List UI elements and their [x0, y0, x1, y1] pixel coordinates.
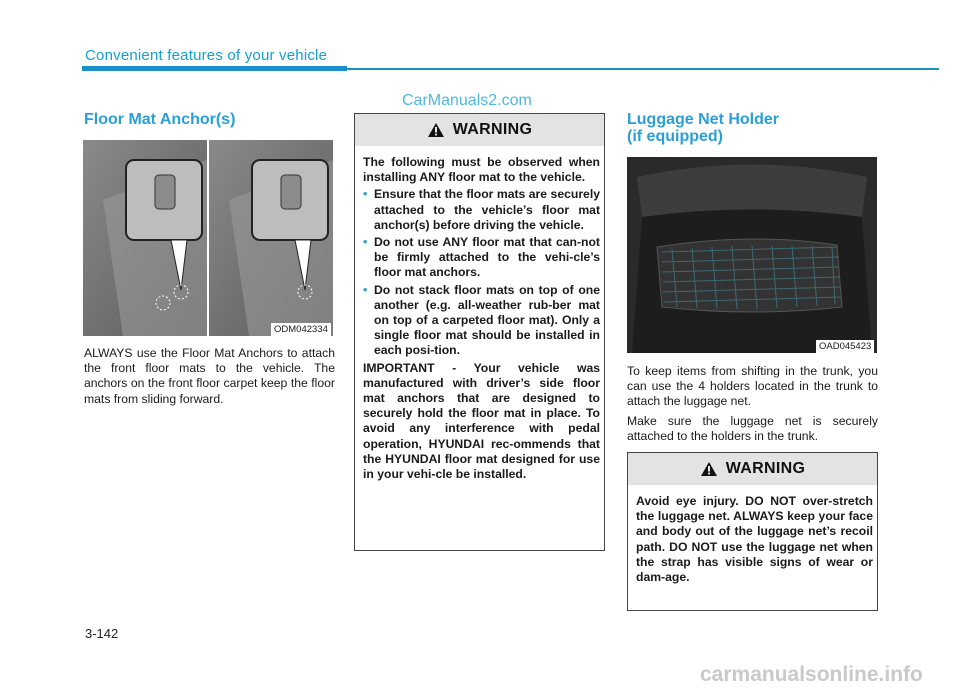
warning-triangle-icon — [700, 461, 718, 477]
warning-content — [363, 155, 600, 482]
warning-bullet-list — [363, 187, 600, 358]
floor-mat-body: ALWAYS use the Floor Mat Anchors to attach the front floor mats to the vehicle. The anchors on the front floor carpet keep the floor mats from sliding forward. — [84, 346, 335, 406]
image-caption-right: OAD045423 — [816, 340, 874, 353]
floor-mat-warning-box — [354, 113, 605, 551]
warning-net-text: Avoid eye injury. DO NOT over-stretch the luggage net. ALWAYS keep your face and body out of the luggage net’s recoil path. DO NOT use the luggage net when the strap has visible signs of wear or dam-age. — [636, 494, 873, 585]
image-caption-left: ODM042334 — [271, 323, 331, 336]
luggage-net-heading-line1: Luggage Net Holder — [627, 111, 780, 128]
warning-bullet: • Ensure that the floor mats are securely attached to the vehicle’s floor mat anchor(s) before driving the vehicle. — [363, 187, 600, 233]
warning-bullet: • Do not stack floor mats on top of one another (e.g. all-weather rub-ber mat on top of a carpeted floor mat). Only a single floor mat should be installed in each posi-tion. — [363, 283, 600, 359]
warning-content — [636, 494, 873, 585]
warning-title: WARNING — [452, 121, 533, 138]
luggage-net-para2: Make sure the luggage net is securely attached to the holders in the trunk. — [627, 413, 878, 443]
warning-triangle-icon — [427, 122, 445, 138]
warning-bullet: • Do not use ANY floor mat that can-not be firmly attached to the vehi-cle’s floor mat anchors. — [363, 235, 600, 281]
warning-intro: The following must be observed when installing ANY floor mat to the vehicle. — [363, 155, 600, 185]
header-bar-thick — [82, 66, 347, 71]
luggage-net-heading — [627, 111, 877, 145]
warning-important: IMPORTANT - Your vehicle was manufactured with driver’s side floor mat anchors that are designed to securely hold the floor mat in place. To avoid any interference with pedal operation, HYUNDAI rec-ommends that the HYUNDAI floor mat designed for use in your vehi-cle be installed. — [363, 360, 600, 482]
page-number: 3-142 — [85, 626, 119, 641]
section-title: Convenient features of your vehicle — [85, 47, 328, 64]
watermark-text: CarManuals2.com — [402, 92, 532, 109]
header-bar-thin — [347, 68, 939, 70]
luggage-net-body — [627, 364, 878, 448]
floor-mat-heading: Floor Mat Anchor(s) — [84, 111, 236, 128]
luggage-net-warning-box — [627, 452, 878, 611]
luggage-net-heading-line2: (if equipped) — [627, 128, 723, 145]
warning-header — [628, 453, 877, 485]
luggage-net-para1: To keep items from shifting in the trunk, you can use the 4 holders located in the trunk to attach the luggage net. — [627, 364, 878, 409]
warning-title: WARNING — [725, 460, 806, 477]
warning-header — [355, 114, 604, 146]
site-watermark: carmanualsonline.info — [700, 663, 923, 686]
luggage-net-image — [627, 157, 877, 353]
floor-mat-anchor-image — [83, 140, 333, 336]
